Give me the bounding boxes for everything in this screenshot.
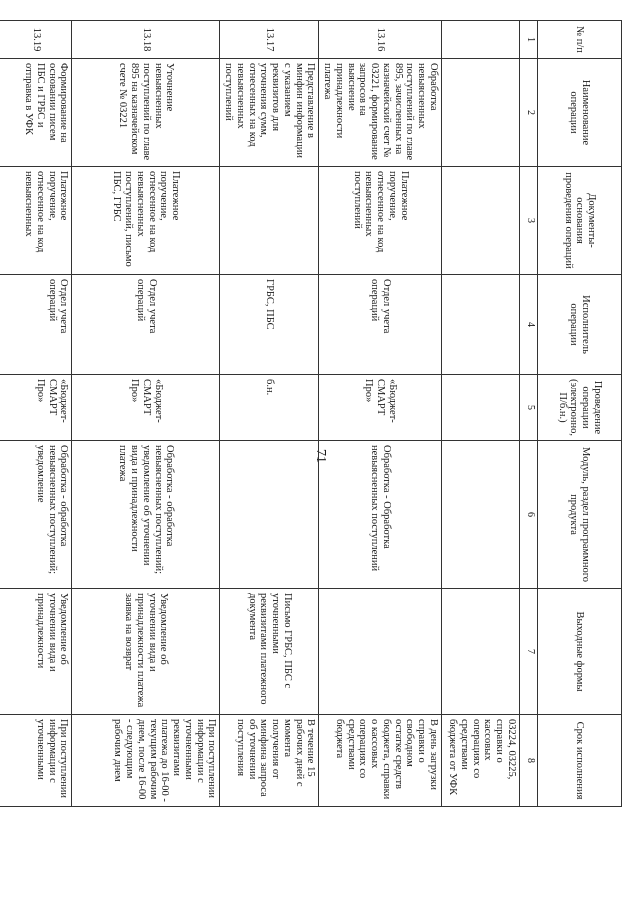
table-cell: 03224, 03225, справки о кассовых операциях со средствами бюджета от УФК xyxy=(442,715,520,807)
table-cell: «Бюджет-СМАРТ Про» xyxy=(319,375,442,441)
row-number: 13.19 xyxy=(0,21,72,59)
table-cell xyxy=(319,589,442,715)
table-cell: Платежное поручение, отнесенное на код невыясненных поступлений, письмо ПБС, ГРБС xyxy=(72,167,220,275)
table-cell: Обработка - обработка невыясненных поступлений; уведомление xyxy=(0,441,72,589)
table-row xyxy=(220,21,319,807)
header-cell: Модуль, раздел программного продукта xyxy=(538,441,622,589)
row-number: 13.16 xyxy=(319,21,442,59)
table-row xyxy=(0,21,72,807)
table-cell xyxy=(220,441,319,589)
column-number: 3 xyxy=(520,167,538,275)
table-cell: Отдел учета операций xyxy=(72,275,220,375)
table-cell: Обработка - Обработка невыясненных поступлений xyxy=(319,441,442,589)
table-cell: Формирование на основании писем ПБС и ГРБС и отправка в УФК xyxy=(0,59,72,167)
column-number: 7 xyxy=(520,589,538,715)
table-cell: Уточнение невыясненных поступлений по главе 895 на казначейском счете № 03221 xyxy=(72,59,220,167)
table-cell: «Бюджет-СМАРТ Про» xyxy=(0,375,72,441)
table-cell: Платежное поручение, отнесенное на код невыясненных поступлений xyxy=(319,167,442,275)
table-cell xyxy=(442,275,520,375)
table-row xyxy=(72,21,220,807)
table-cell: Обработка невыясненных поступлений по главе 895, зачисленных на казначейский счет № 03221, формирование запросов на выяснение принадлежности платежа xyxy=(319,59,442,167)
header-cell: Выходные формы xyxy=(538,589,622,715)
table-cell: Обработка - обработка невыясненных поступлений; уведомление об уточнении вида и принадлежности платежа xyxy=(72,441,220,589)
table-cell xyxy=(442,375,520,441)
table-cell xyxy=(442,21,520,59)
table-row xyxy=(319,21,442,807)
header-cell: Документы-основания проведения операций xyxy=(538,167,622,275)
header-cell: Исполнитель операции xyxy=(538,275,622,375)
table-cell: Платежное поручение, отнесенное на код невыясненных xyxy=(0,167,72,275)
table-cell: Уведомление об уточнении вида и принадлежности xyxy=(0,589,72,715)
table-cell: При поступлении информации с уточненными реквизитами платежа до 16-00 - текущим рабочим днем, после 16-00 - следующим рабочим днем xyxy=(72,715,220,807)
row-number: 13.18 xyxy=(72,21,220,59)
table-cell xyxy=(442,167,520,275)
table-row xyxy=(442,21,520,807)
column-number: 8 xyxy=(520,715,538,807)
table-cell: В течение 15 рабочих дней с момента получения от минфина запроса об уточнении поступления xyxy=(220,715,319,807)
column-number: 1 xyxy=(520,21,538,59)
table-cell: Представление в минфин информации с указанием реквизитов для уточнения сумм, отнесенных на код невыясненных поступлений xyxy=(220,59,319,167)
header-cell: № п/п xyxy=(538,21,622,59)
table-cell xyxy=(442,59,520,167)
row-number: 13.17 xyxy=(220,21,319,59)
column-number: 5 xyxy=(520,375,538,441)
table-cell: Уведомление об уточнении вида и принадлежности платежа заявка на возврат xyxy=(72,589,220,715)
column-number: 6 xyxy=(520,441,538,589)
column-number-row xyxy=(520,21,538,807)
table-cell: Отдел учета операций xyxy=(319,275,442,375)
table-cell: Письмо ГРБС, ПБС с уточненными реквизитами платежного документа xyxy=(220,589,319,715)
column-number: 4 xyxy=(520,275,538,375)
operations-table xyxy=(0,20,622,807)
header-cell: Срок исполнения xyxy=(538,715,622,807)
header-cell: Проведение операции (электронно, П/б.н.) xyxy=(538,375,622,441)
table-cell: Отдел учета операций xyxy=(0,275,72,375)
table-cell xyxy=(220,167,319,275)
table-cell xyxy=(442,441,520,589)
header-cell: Наименование операции xyxy=(538,59,622,167)
header-row xyxy=(538,21,622,807)
table-cell xyxy=(442,589,520,715)
table-cell: «Бюджет-СМАРТ Про» xyxy=(72,375,220,441)
table-cell: При поступлении информации с уточненными xyxy=(0,715,72,807)
column-number: 2 xyxy=(520,59,538,167)
table-cell: ГРБС, ПБС xyxy=(220,275,319,375)
table-cell: б.н. xyxy=(220,375,319,441)
page-number: 71 xyxy=(313,449,328,463)
table-cell: В день загрузки справки о свободном остатке средств бюджета, справки о кассовых операциях со средствами бюджета xyxy=(319,715,442,807)
